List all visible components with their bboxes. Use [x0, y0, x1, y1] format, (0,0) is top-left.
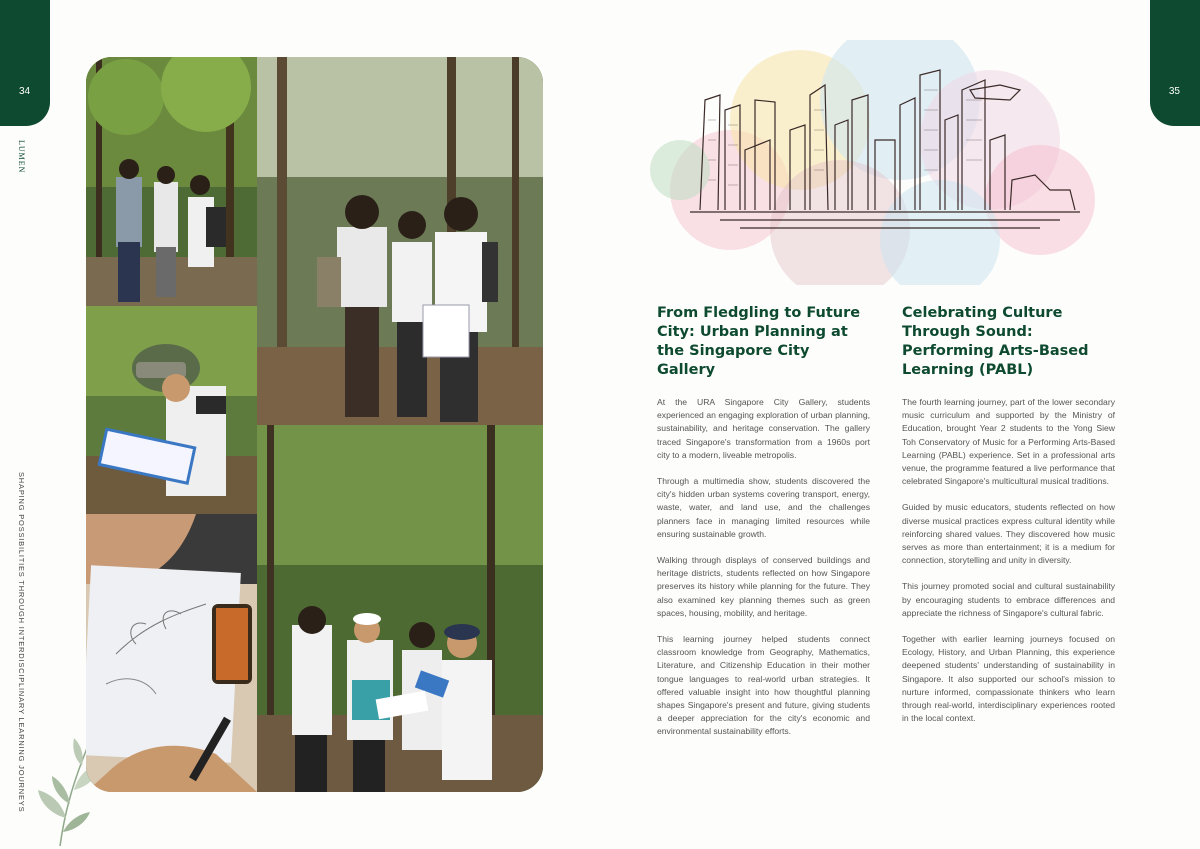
page-number-right: 35	[1168, 86, 1180, 97]
article-paragraph: Through a multimedia show, students discovered the city's hidden urban systems covering transport, energy, waste, water, and land use, and the challenges planners face in managing limited resources while ensuring sustainable growth.	[657, 476, 870, 539]
article-paragraph: Guided by music educators, students reflected on how diverse musical practices express cultural identity while reinforcing shared values. They discovered how music serves as more than entertainment; it is a medium for connection, storytelling and unity in diversity.	[902, 502, 1115, 566]
article-performing-arts	[902, 304, 1115, 738]
article-paragraph: Walking through displays of conserved buildings and heritage districts, students reflected on how Singapore preserves its history while planning for the future. They also examined key planning themes such as green spaces, housing, mobility, and heritage.	[657, 555, 870, 618]
article-heading: From Fledgling to Future City: Urban Planning at the Singapore City Gallery	[657, 305, 861, 378]
article-paragraph: At the URA Singapore City Gallery, students experienced an engaging exploration of urban planning, sustainability, and heritage conservation. The gallery traced Singapore's transformation from a 1960s port city to a modern, liveable metropolis.	[657, 397, 870, 460]
photo-group-with-clipboards	[257, 425, 543, 792]
article-heading: Celebrating Culture Through Sound: Performing Arts-Based Learning (PABL)	[902, 305, 1089, 378]
article-urban-planning	[657, 304, 870, 752]
page-tab-left	[0, 0, 50, 126]
photo-students-forest-trail	[257, 57, 543, 425]
page-number-left: 34	[19, 86, 31, 97]
article-paragraph: Together with earlier learning journeys focused on Ecology, History, and Urban Planning, this experience deepened students' understanding of sustainability in Singapore. It also supported our school's mission to nurture informed, compassionate thinkers who learn through real-world, interdisciplinary experiences rooted in the local context.	[902, 634, 1115, 724]
article-paragraph: This learning journey helped students connect classroom knowledge from Geography, Mathematics, Literature, and Citizenship Education in their mother tongue languages to real-world urban strategies. It offered valuable insight into how thoughtful planning shapes Singapore's present and future, giving students a deeper appreciation for the city's economic and environmental sustainability efforts.	[657, 634, 870, 737]
article-paragraph: The fourth learning journey, part of the lower secondary music curriculum and supported by the Ministry of Education, brought Year 2 students to the Yong Siew Toh Conservatory of Music for a Performing Arts-Based Learning (PABL) experience. Set in a professional arts venue, the programme featured a live performance that celebrated Singapore's multicultural musical traditions.	[902, 397, 1115, 487]
city-skyline-illustration	[640, 40, 1100, 285]
photo-student-writing	[86, 306, 257, 514]
page-tab-right	[1150, 0, 1200, 126]
photo-plant-sketch	[86, 514, 257, 792]
section-title: SHAPING POSSIBILITIES THROUGH INTERDISCIPLINARY LEARNING JOURNEYS	[17, 472, 26, 813]
photo-students-looking-up	[86, 57, 257, 306]
photo-collage	[86, 57, 543, 792]
publication-name: LUMEN	[17, 140, 26, 174]
article-paragraph: This journey promoted social and cultural sustainability by encouraging students to embrace differences and appreciate the richness of Singapore's cultural fabric.	[902, 581, 1115, 618]
